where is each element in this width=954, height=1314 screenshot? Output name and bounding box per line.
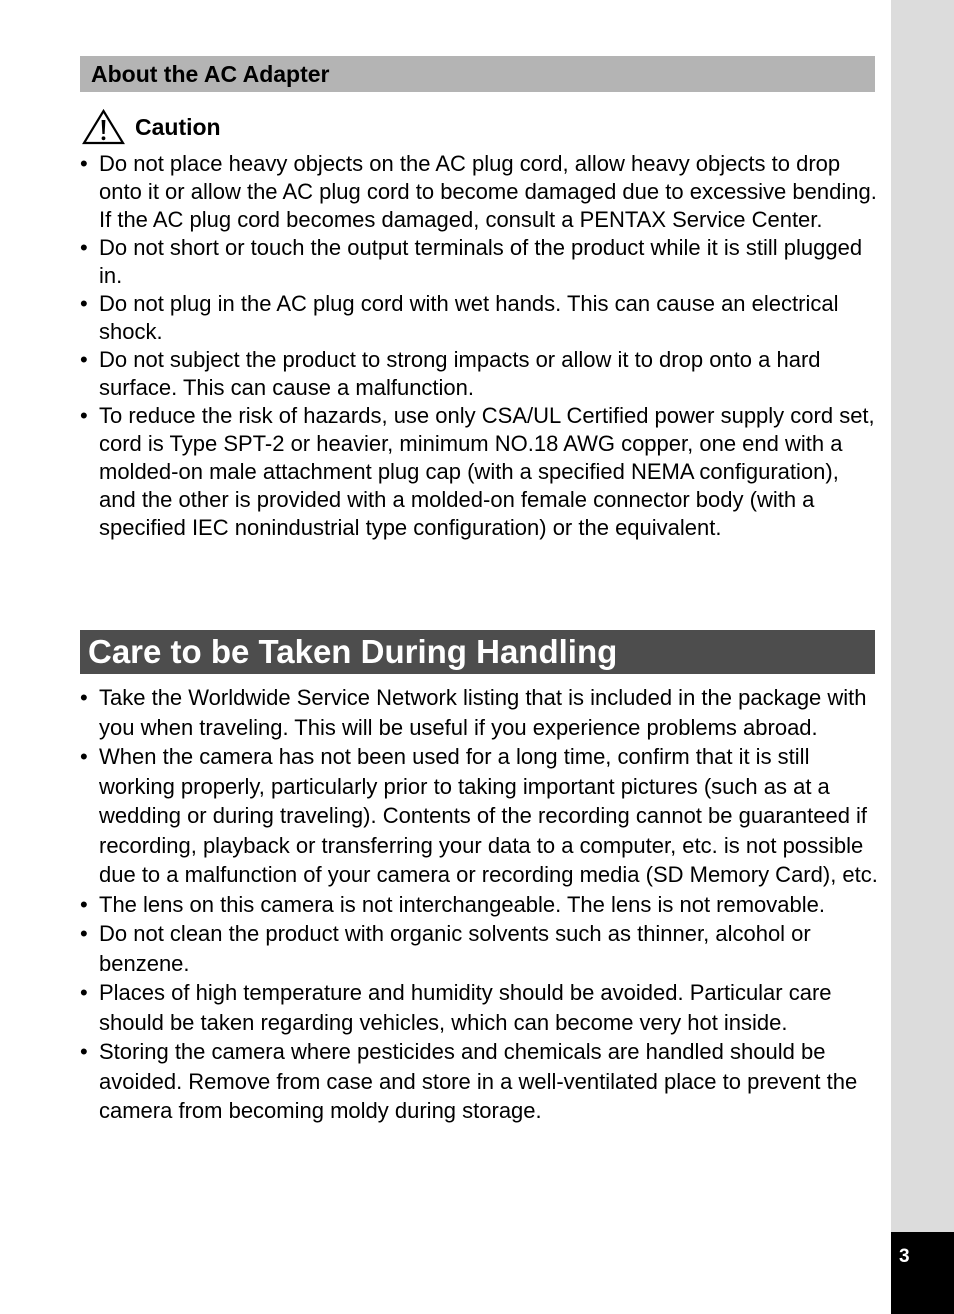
list-item: • Do not short or touch the output terminals of the product while it is still plugged in. <box>80 234 880 290</box>
list-item: • Places of high temperature and humidity should be avoided. Particular care should be taken regarding vehicles, which can become very hot inside. <box>80 978 880 1037</box>
list-item: • To reduce the risk of hazards, use only CSA/UL Certified power supply cord set, cord is Type SPT-2 or heavier, minimum NO.18 AWG copper, one end with a molded-on male attachment plug cap (with a specified NEMA configuration), and the other is provided with a molded-on female connector body (with a specified IEC nonindustrial type configuration) or the equivalent. <box>80 402 880 542</box>
section-heading-ac-adapter: About the AC Adapter <box>80 56 875 92</box>
list-item: • Do not clean the product with organic solvents such as thinner, alcohol or benzene. <box>80 919 880 978</box>
list-item: • Do not subject the product to strong impacts or allow it to drop onto a hard surface. This can cause a malfunction. <box>80 346 880 402</box>
caution-list <box>80 150 880 542</box>
side-tab <box>891 0 954 1314</box>
handling-list <box>80 683 880 1126</box>
list-item: • Do not plug in the AC plug cord with wet hands. This can cause an electrical shock. <box>80 290 880 346</box>
caution-label: Caution <box>135 113 221 140</box>
warning-triangle-icon <box>82 109 125 145</box>
list-item: • Storing the camera where pesticides and chemicals are handled should be avoided. Remove from case and store in a well-ventilated place to prevent the camera from becoming moldy during storage. <box>80 1037 880 1126</box>
page-number-box <box>891 1232 954 1314</box>
list-item: • When the camera has not been used for a long time, confirm that it is still working properly, particularly prior to taking important pictures (such as at a wedding or during traveling). Contents of the recording cannot be guaranteed if recording, playback or transferring your data to a computer, etc. is not possible due to a malfunction of your camera or recording media (SD Memory Card), etc. <box>80 742 880 890</box>
page-number: 3 <box>899 1246 910 1267</box>
list-item: • Take the Worldwide Service Network listing that is included in the package with you when traveling. This will be useful if you experience problems abroad. <box>80 683 880 742</box>
caution-header <box>82 109 221 145</box>
page-title: Care to be Taken During Handling <box>80 630 875 674</box>
list-item: • The lens on this camera is not interchangeable. The lens is not removable. <box>80 890 880 920</box>
list-item: • Do not place heavy objects on the AC plug cord, allow heavy objects to drop onto it or allow the AC plug cord to become damaged due to excessive bending. If the AC plug cord becomes damaged, consult a PENTAX Service Center. <box>80 150 880 234</box>
